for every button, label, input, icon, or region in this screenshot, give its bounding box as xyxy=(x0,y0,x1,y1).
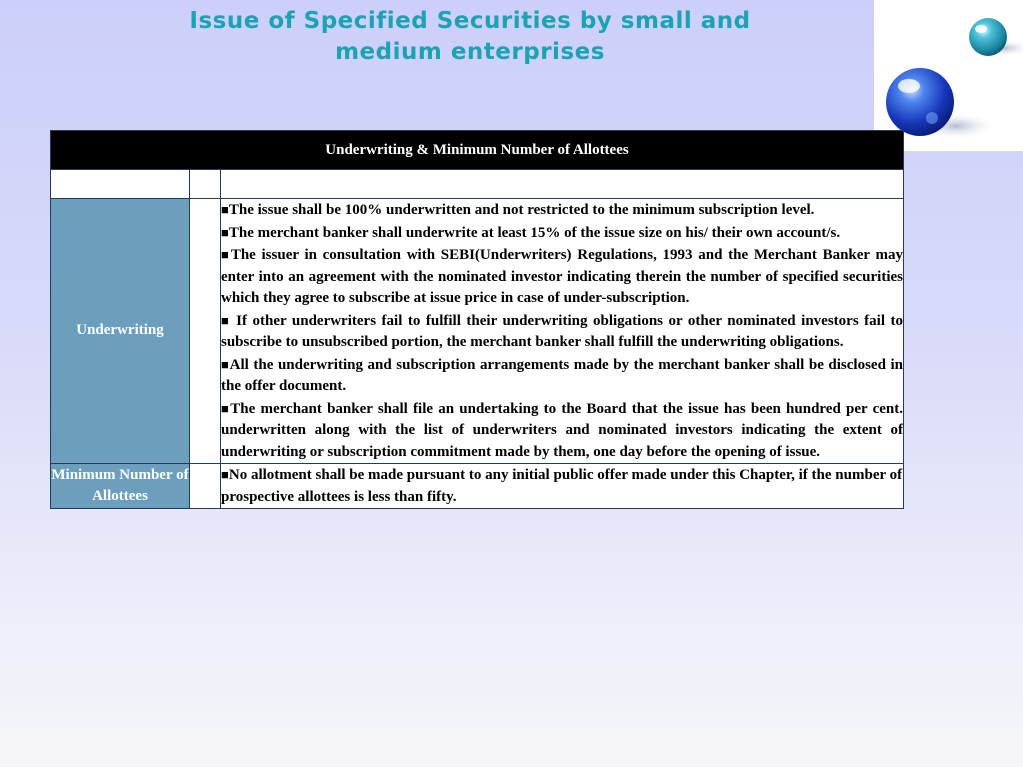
bullet-icon: ■ xyxy=(221,356,230,372)
bullet-icon: ■ xyxy=(221,400,231,416)
list-item xyxy=(221,222,903,245)
list-item-text: The issuer in consultation with SEBI(Underwriters) Regulations, 1993 and the Merchant Banker may enter into an agreement with the nominated investor indicating therein the number of specified securities which they agree to subscribe at issue price in case of under-subscription. xyxy=(221,247,903,306)
list-item-text: If other underwriters fail to fulfill their underwriting obligations or other nominated investors fail to subscribe to unsubscribed portion, the merchant banker shall fulfill the underwriting obligations. xyxy=(221,312,903,350)
bullet-icon: ■ xyxy=(221,202,229,217)
list-item xyxy=(221,354,903,398)
list-item-text: The issue shall be 100% underwritten and not restricted to the minimum subscription level. xyxy=(228,202,815,218)
marbles-decoration xyxy=(874,0,1023,151)
empty-cell xyxy=(190,170,221,199)
bullet-icon: ■ xyxy=(221,224,229,240)
list-item-text: No allotment shall be made pursuant to any initial public offer made under this Chapter, if the number of prospective allottees is less than fifty. xyxy=(221,467,903,505)
list-item xyxy=(221,310,903,354)
teal-marble-icon xyxy=(969,18,1007,56)
slide-title xyxy=(150,6,790,68)
list-item-text: The merchant banker shall underwrite at least 15% of the issue size on his/ their own account/s. xyxy=(228,224,841,241)
list-item xyxy=(221,398,903,464)
blank-cell xyxy=(190,199,221,464)
slide-title-line-2: medium enterprises xyxy=(335,39,605,65)
list-item xyxy=(221,464,903,508)
row-label-underwriting: Underwriting xyxy=(51,199,190,464)
table-empty-row xyxy=(51,170,904,199)
bullet-icon: ■ xyxy=(221,312,231,328)
list-item xyxy=(221,244,903,310)
bullet-icon: ■ xyxy=(221,247,231,262)
row-content-minimum-allottees xyxy=(221,464,904,509)
table-header-row xyxy=(51,131,904,170)
marbles-graphic xyxy=(874,0,1023,151)
bullet-icon: ■ xyxy=(221,467,229,482)
blue-marble-icon xyxy=(886,68,954,136)
row-content-underwriting xyxy=(221,199,904,464)
table-row xyxy=(51,464,904,509)
blank-cell xyxy=(190,464,221,509)
row-label-minimum-allottees: Minimum Number of Allottees xyxy=(51,464,190,509)
slide-title-line-1: Issue of Specified Securities by small and xyxy=(189,8,751,34)
list-item xyxy=(221,199,903,222)
list-item-text: The merchant banker shall file an undertaking to the Board that the issue has been hundred per cent. underwritten along with the list of underwriters and nominated investors indicating the extent of underwriting or subscription commitment made by them, one day before the opening of issue. xyxy=(221,400,903,460)
underwriting-table xyxy=(50,130,904,509)
empty-cell xyxy=(51,170,190,199)
empty-cell xyxy=(221,170,904,199)
list-item-text: All the underwriting and subscription arrangements made by the merchant banker shall be disclosed in the offer document. xyxy=(221,356,904,394)
table-row xyxy=(51,199,904,464)
table-header: Underwriting & Minimum Number of Allottees xyxy=(51,131,904,170)
